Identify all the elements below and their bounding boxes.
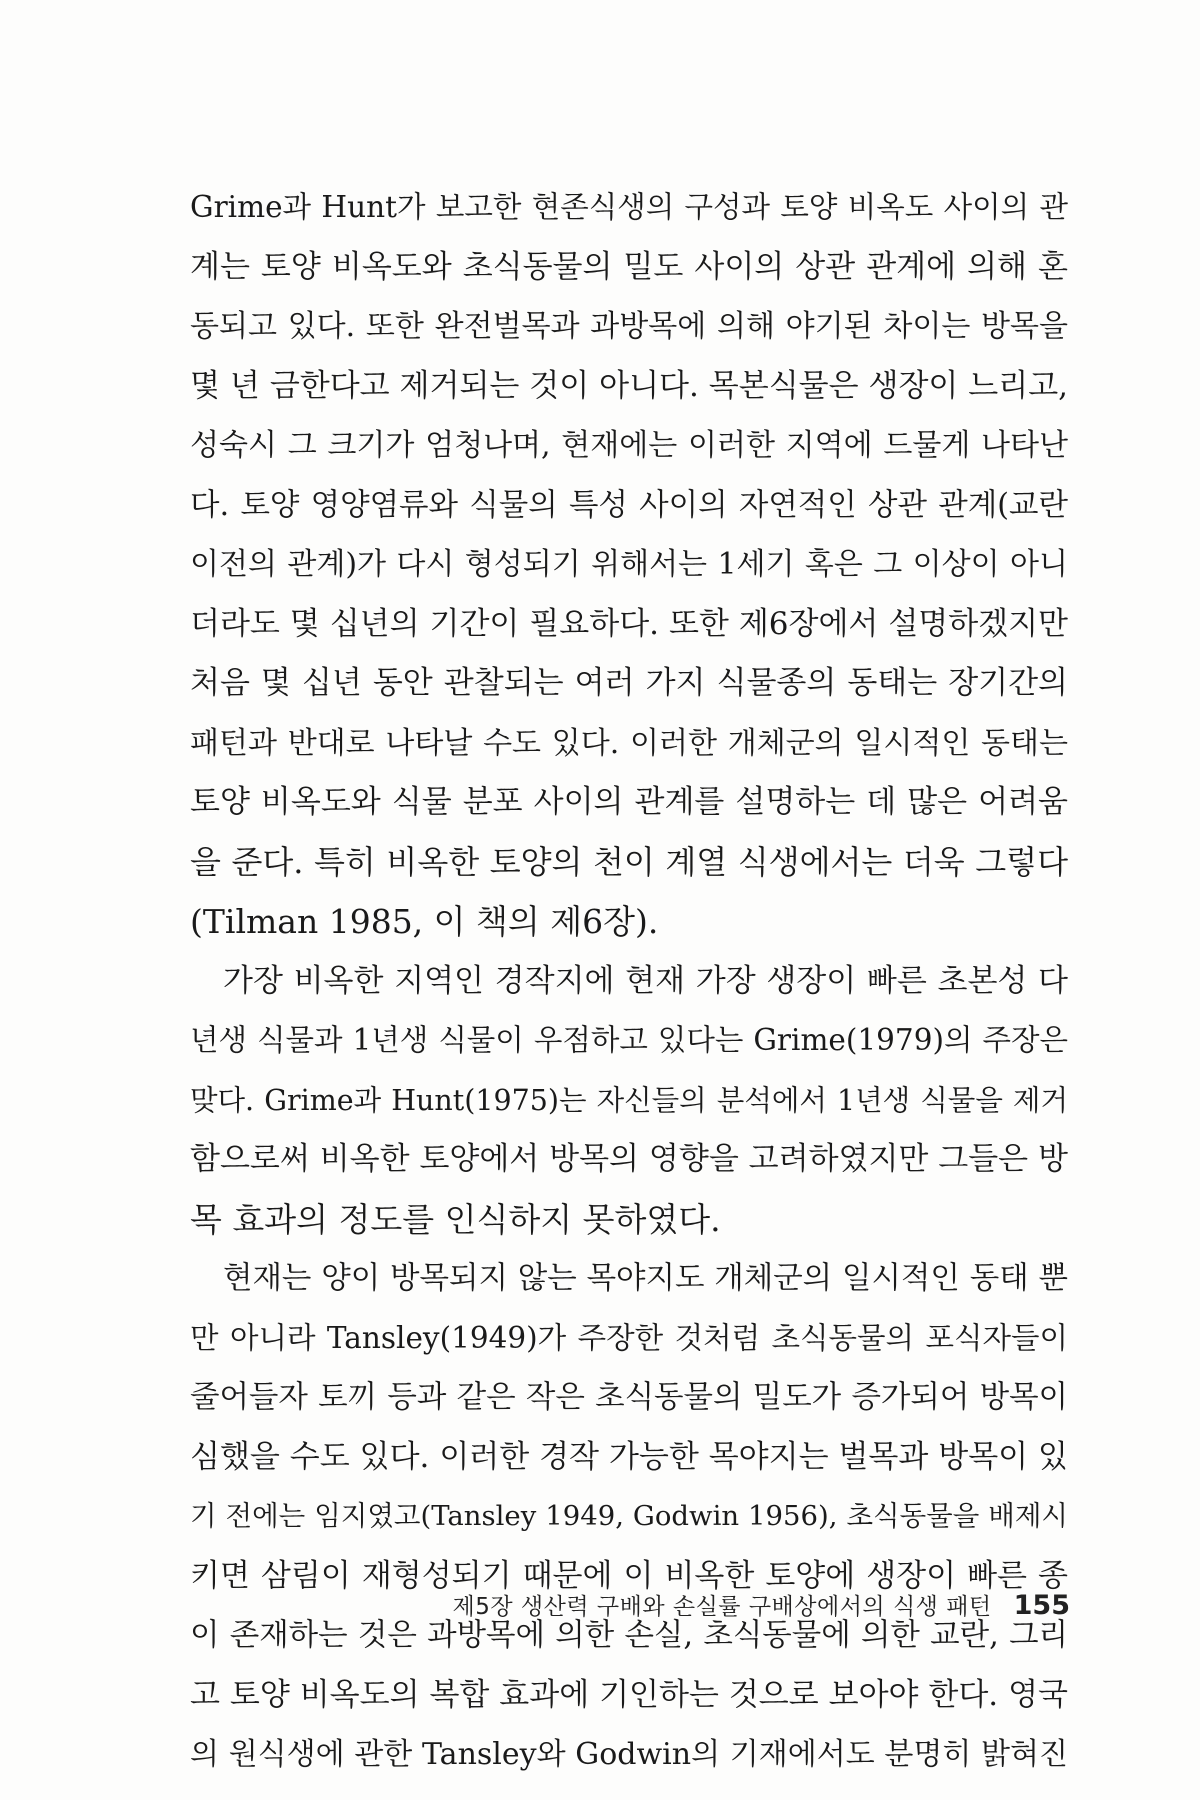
text-line: 의 원식생에 관한 Tansley와 Godwin의 기재에서도 분명히 밝혀진 — [190, 1737, 1068, 1772]
text-line: 키면 삼림이 재형성되기 때문에 이 비옥한 토양에 생장이 빠른 종 — [190, 1557, 1068, 1594]
text-line: 몇 년 금한다고 제거되는 것이 아니다. 목본식물은 생장이 느리고, — [190, 367, 1068, 404]
page-footer — [390, 1588, 1070, 1632]
text-line: 동되고 있다. 또한 완전벌목과 과방목에 의해 야기된 차이는 방목을 — [190, 309, 1068, 344]
text-line: 성숙시 그 크기가 엄청나며, 현재에는 이러한 지역에 드물게 나타난 — [190, 428, 1068, 463]
body-text — [190, 178, 1068, 1785]
paragraph-3 — [190, 1249, 1068, 1785]
text-line: 가장 비옥한 지역인 경작지에 현재 가장 생장이 빠른 초본성 다 — [223, 962, 1068, 999]
text-line: 다. 토양 영양염류와 식물의 특성 사이의 자연적인 상관 관계(교란 — [190, 487, 1068, 523]
text-line: 이전의 관계)가 다시 형성되기 위해서는 1세기 혹은 그 이상이 아니 — [190, 547, 1068, 582]
running-title: 제5장 생산력 구배와 손실률 구배상에서의 식생 패턴 — [452, 1594, 992, 1620]
text-line: 더라도 몇 십년의 기간이 필요하다. 또한 제6장에서 설명하겠지만 — [190, 605, 1068, 642]
paragraph-1 — [190, 178, 1068, 952]
page-number: 155 — [1013, 1590, 1070, 1621]
paragraph-2 — [190, 952, 1068, 1250]
text-line: 맞다. Grime과 Hunt(1975)는 자신들의 분석에서 1년생 식물을 제거 — [190, 1083, 1068, 1117]
text-line: Grime과 Hunt가 보고한 현존식생의 구성과 토양 비옥도 사이의 관 — [190, 190, 1068, 224]
text-line: 패턴과 반대로 나타날 수도 있다. 이러한 개체군의 일시적인 동태는 — [190, 725, 1068, 761]
text-line: 을 준다. 특히 비옥한 토양의 천이 계열 식생에서는 더욱 그렇다 — [190, 842, 1068, 881]
text-line: 만 아니라 Tansley(1949)가 주장한 것처럼 초식동물의 포식자들이 — [190, 1320, 1068, 1355]
text-line: 계는 토양 비옥도와 초식동물의 밀도 사이의 상관 관계에 의해 혼 — [190, 248, 1068, 285]
text-line: 처음 몇 십년 동안 관찰되는 여러 가지 식물종의 동태는 장기간의 — [190, 665, 1068, 701]
text-line: 목 효과의 정도를 인식하지 못하였다. — [190, 1199, 721, 1239]
text-line: 이 존재하는 것은 과방목에 의한 손실, 초식동물에 의한 교란, 그리 — [190, 1618, 1068, 1653]
text-line: 함으로써 비옥한 토양에서 방목의 영향을 고려하였지만 그들은 방 — [190, 1141, 1068, 1177]
text-line: 줄어들자 토끼 등과 같은 작은 초식동물의 밀도가 증가되어 방목이 — [190, 1380, 1068, 1415]
text-line: 년생 식물과 1년생 식물이 우점하고 있다는 Grime(1979)의 주장은 — [190, 1023, 1068, 1057]
text-line: (Tilman 1985, 이 책의 제6장). — [190, 902, 659, 941]
text-line: 현재는 양이 방목되지 않는 목야지도 개체군의 일시적인 동태 뿐 — [223, 1261, 1068, 1296]
text-line: 심했을 수도 있다. 이러한 경작 가능한 목야지는 벌목과 방목이 있 — [190, 1438, 1068, 1475]
text-line: 기 전에는 임지였고(Tansley 1949, Godwin 1956), 초식동물을 배제시 — [190, 1500, 1068, 1532]
text-line: 고 토양 비옥도의 복합 효과에 기인하는 것으로 보아야 한다. 영국 — [190, 1676, 1068, 1713]
text-line: 토양 비옥도와 식물 분포 사이의 관계를 설명하는 데 많은 어려움 — [190, 784, 1068, 820]
